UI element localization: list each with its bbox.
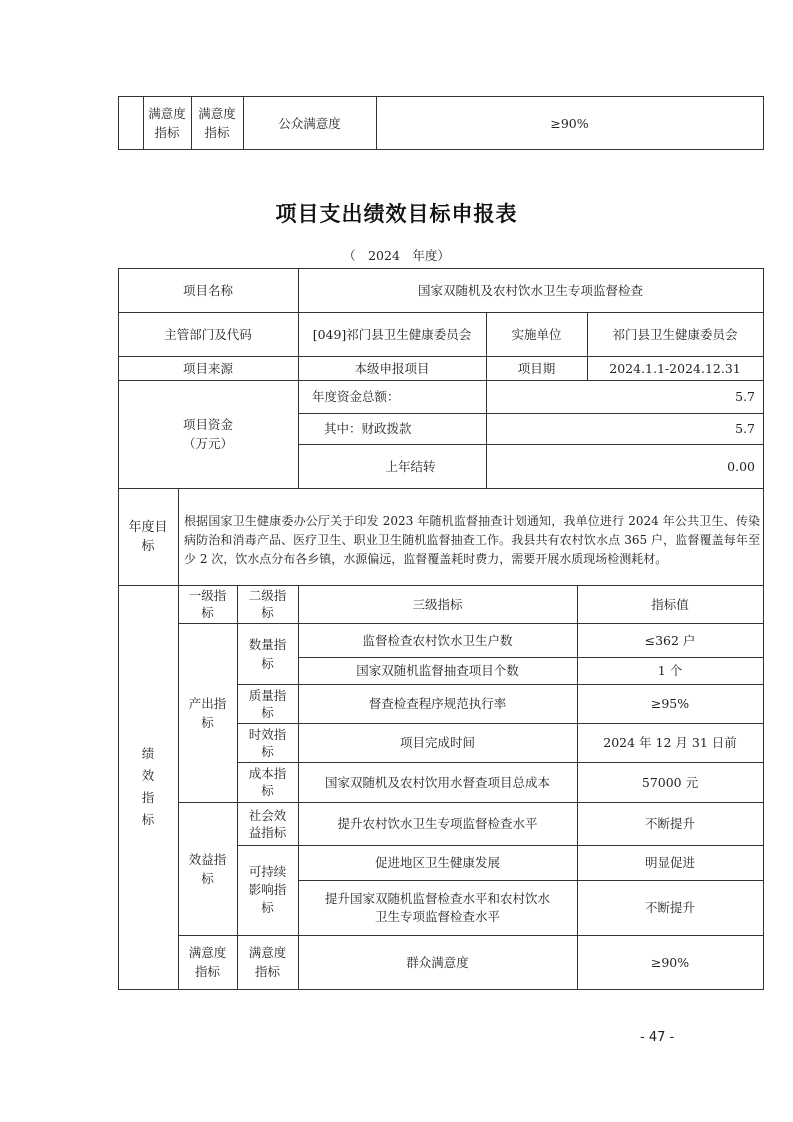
page-number: - 47 - xyxy=(640,1030,675,1045)
indicator-name: 群众满意度 xyxy=(406,954,469,970)
source-label: 项目来源 xyxy=(182,360,233,376)
social-benefit-label: 社会效 益指标 xyxy=(248,807,287,840)
divider xyxy=(118,488,764,489)
divider xyxy=(763,96,764,150)
impl-label: 实施单位 xyxy=(511,326,562,342)
funds-carryover-value: 0.00 xyxy=(727,458,755,474)
performance-indicators-label: 绩 效 指 标 xyxy=(141,746,155,827)
indicator-name: 督查检查程序规范执行率 xyxy=(368,696,507,711)
quantity-indicator-label: 数量指 标 xyxy=(248,636,287,671)
timeliness-indicator-label: 时效指 标 xyxy=(248,726,287,759)
benefit-indicator-label: 效益指 标 xyxy=(188,851,227,886)
indicator-name: 监督检查农村饮水卫生户数 xyxy=(362,632,513,648)
prev-value-cell: ≥90% xyxy=(550,115,589,131)
project-name-value: 国家双随机及农村饮水卫生专项监督检查 xyxy=(417,282,643,298)
indicator-value: 明显促进 xyxy=(644,855,695,870)
annual-goal-text: 根据国家卫生健康委办公厅关于印发 2023 年随机监督抽查计划通知，我单位进行 2024 年公共卫生、传染病防治和消毒产品、医疗卫生、职业卫生随机监督抽查工作。我县共有农村饮水点 365 户，监督覆盖每年至少 2 次，饮水点分布各乡镇，水源偏远，监督覆盖耗时费力，需要开展水质现场检测耗材。 xyxy=(184,514,760,566)
indicator-name: 提升国家双随机监督检查水平和农村饮水 卫生专项监督检查水平 xyxy=(324,890,550,924)
header-level2: 二级指 标 xyxy=(248,588,287,620)
sustainability-label: 可持续 影响指 标 xyxy=(248,864,287,915)
funds-fiscal-label: 其中：财政拨款 xyxy=(324,421,412,436)
indicator-value: 1 个 xyxy=(657,663,683,678)
indicator-value: 不断提升 xyxy=(644,816,695,831)
indicator-value: ≥90% xyxy=(650,954,690,970)
divider xyxy=(763,268,764,990)
impl-value: 祁门县卫生健康委员会 xyxy=(612,326,738,342)
funds-total-label: 年度资金总额： xyxy=(312,389,400,404)
period-value: 2024.1.1-2024.12.31 xyxy=(609,360,741,376)
cost-indicator-label: 成本指 标 xyxy=(248,766,287,798)
funds-fiscal-value: 5.7 xyxy=(735,421,755,436)
dept-label: 主管部门及代码 xyxy=(164,326,252,342)
prev-level2-cell: 满意度 指标 xyxy=(198,106,236,140)
satisfaction-level1: 满意度 指标 xyxy=(188,945,227,979)
page-title: 项目支出绩效目标申报表 xyxy=(275,202,518,226)
indicator-name: 国家双随机及农村饮用水督查项目总成本 xyxy=(324,774,550,790)
indicator-value: 不断提升 xyxy=(644,900,695,915)
source-value: 本级申报项目 xyxy=(354,360,430,376)
project-name-label: 项目名称 xyxy=(182,282,233,298)
indicator-name: 项目完成时间 xyxy=(399,735,475,750)
period-label: 项目期 xyxy=(517,360,556,376)
indicator-name: 国家双随机监督抽查项目个数 xyxy=(356,663,519,678)
satisfaction-level2: 满意度 指标 xyxy=(248,945,287,979)
prev-level3-cell: 公众满意度 xyxy=(278,115,341,131)
header-level3: 三级指标 xyxy=(412,596,463,612)
funds-carryover-label: 上年结转 xyxy=(385,458,436,474)
funds-label: 项目资金 （万元） xyxy=(182,417,233,451)
indicator-name: 促进地区卫生健康发展 xyxy=(374,855,500,870)
divider xyxy=(118,96,119,150)
header-level1: 一级指 标 xyxy=(188,588,227,620)
indicator-value: 57000 元 xyxy=(641,774,699,790)
indicator-value: ≥95% xyxy=(650,696,690,711)
indicator-value: ≤362 户 xyxy=(644,632,696,648)
funds-total-value: 5.7 xyxy=(735,389,755,404)
divider xyxy=(118,989,764,990)
quality-indicator-label: 质量指 标 xyxy=(248,687,287,720)
output-indicator-label: 产出指 标 xyxy=(188,695,227,730)
year-subtitle: （ 2024 年度） xyxy=(343,248,450,263)
dept-value: [049]祁门县卫生健康委员会 xyxy=(312,326,472,342)
indicator-name: 提升农村饮水卫生专项监督检查水平 xyxy=(337,816,538,831)
header-value: 指标值 xyxy=(651,596,689,612)
prev-level1-cell: 满意度 指标 xyxy=(148,106,186,140)
indicator-value: 2024 年 12 月 31 日前 xyxy=(603,735,737,750)
annual-goal-label: 年度目 标 xyxy=(128,519,168,554)
